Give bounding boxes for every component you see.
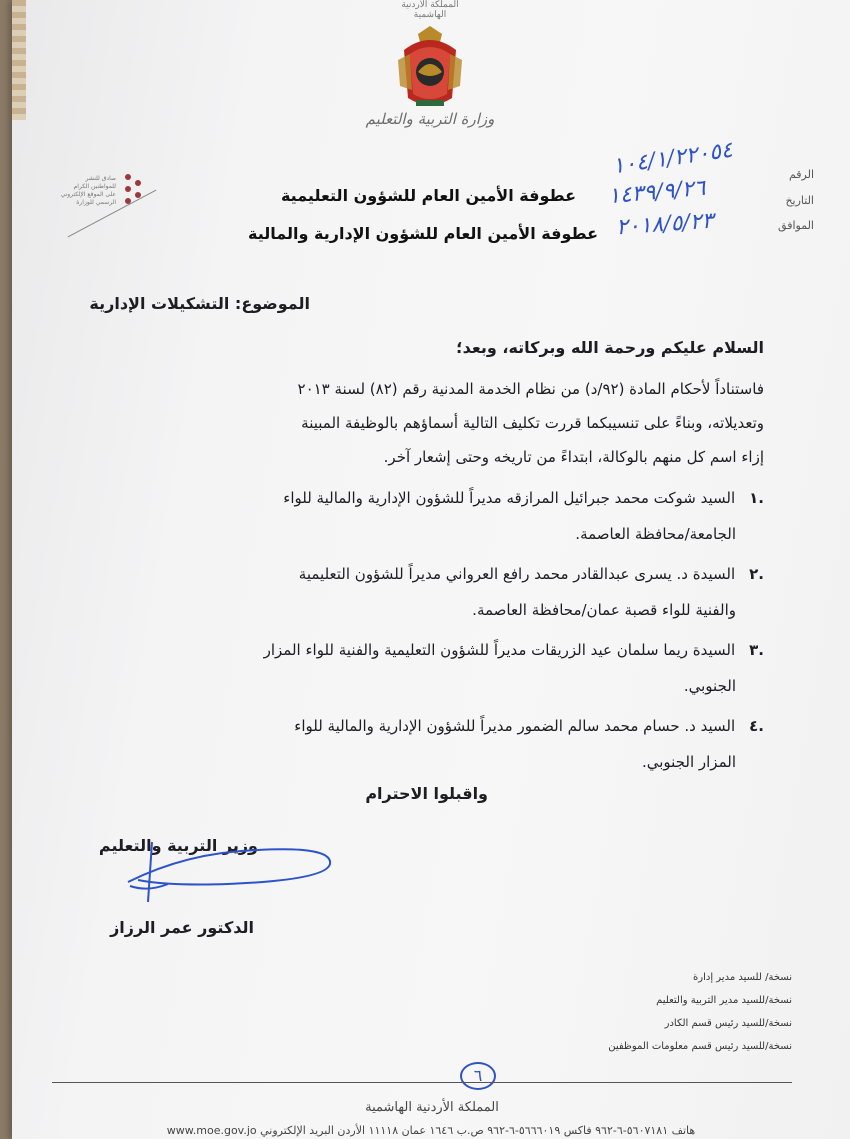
subject-line: الموضوع: التشكيلات الإدارية	[89, 294, 310, 313]
stamp-line: صادق للنشر	[85, 175, 116, 182]
appointments-list	[96, 480, 764, 780]
paper-edge	[12, 0, 26, 120]
ref-number-handwritten: ١٠٤/١/٢٢٠٥٤	[610, 137, 735, 180]
item-text-cont: المزار الجنوبي.	[641, 753, 736, 771]
item-text: السيد شوكت محمد جبرائيل المرازقه مديراً للشؤون الإدارية والمالية للواء	[283, 489, 736, 507]
copy-line: نسخة/ للسيد مدير إدارة	[693, 972, 792, 983]
body-line: فاستناداً لأحكام المادة (٩٢/د) من نظام الخدمة المدنية رقم (٨٢) لسنة ٢٠١٣	[297, 380, 764, 398]
list-item	[96, 632, 764, 704]
closing-phrase: واقبلوا الاحترام	[365, 784, 488, 803]
signatory-name: الدكتور عمر الرزاز	[110, 918, 254, 937]
stamp-line: للمواطنين الكرام	[73, 183, 116, 190]
copy-line: نسخة/للسيد رئيس قسم معلومات الموظفين	[608, 1041, 792, 1052]
body-paragraph	[96, 372, 764, 474]
footer-country: المملكة الأردنية الهاشمية	[365, 1100, 499, 1115]
greeting: السلام عليكم ورحمة الله وبركاته، وبعد؛	[456, 338, 764, 357]
list-item	[96, 556, 764, 628]
ad-date-label: الموافق	[778, 219, 814, 232]
recipient-2: عطوفة الأمين العام للشؤون الإدارية والمالية	[248, 224, 598, 243]
header	[390, 0, 470, 119]
signatory-title: وزير التربية والتعليم	[98, 836, 258, 855]
hijri-date-handwritten: ١٤٣٩/٩/٢٦	[607, 175, 707, 210]
stamp-logo-icon	[116, 169, 156, 209]
copy-line: نسخة/للسيد مدير التربية والتعليم	[656, 995, 792, 1006]
list-item	[96, 480, 764, 552]
gregorian-date-handwritten: ٢٠١٨/٥/٢٣	[615, 208, 715, 241]
letter-page	[12, 0, 850, 1139]
item-number: .٢	[749, 565, 764, 583]
item-number: .١	[749, 489, 764, 507]
emblem-top-text: المملكة الأردنية الهاشمية	[401, 0, 459, 20]
ministry-name: وزارة التربية والتعليم	[365, 110, 495, 128]
item-text: السيدة ريما سلمان عيد الزريقات مديراً للشؤون التعليمية والفنية للواء المزار	[263, 641, 736, 659]
recipient-1: عطوفة الأمين العام للشؤون التعليمية	[280, 186, 576, 205]
list-item	[96, 708, 764, 780]
stamp-line: الرسمي للوزارة	[76, 199, 116, 206]
body-line: إزاء اسم كل منهم بالوكالة، ابتداءً من تاريخه وحتى إشعار آخر.	[383, 448, 764, 466]
ref-label: الرقم	[788, 168, 814, 181]
coat-of-arms-icon	[390, 20, 470, 115]
copies-list	[532, 972, 792, 1052]
copy-line: نسخة/للسيد رئيس قسم الكادر	[664, 1018, 792, 1029]
item-text: السيدة د. يسرى عبدالقادر محمد رافع العرواني مديراً للشؤون التعليمية	[298, 565, 736, 583]
footer-divider	[52, 1082, 792, 1083]
page-number: ٦	[460, 1062, 496, 1090]
footer-contact: www.moe.gov.jo هاتف ٥٦٠٧١٨١-٦-٩٦٢ فاكس ٥٦٦٦٠١٩-٦-٩٦٢ ص.ب ١٦٤٦ عمان ١١١١٨ الأردن البريد الإلكتروني	[166, 1124, 696, 1137]
stamp-line: على الموقع الإلكتروني	[60, 191, 116, 198]
signature-scribble-icon	[108, 822, 348, 912]
item-text-cont: الجنوبي.	[683, 677, 736, 695]
date-label: التاريخ	[785, 194, 814, 207]
item-number: .٣	[749, 641, 764, 659]
publication-stamp	[46, 165, 156, 235]
body-line: وتعديلاته، وبناءً على تنسيبكما قررت تكليف التالية أسماؤهم بالوظيفة المبينة	[301, 414, 764, 432]
item-text-cont: والفنية للواء قصبة عمان/محافظة العاصمة.	[472, 601, 736, 619]
item-text: السيد د. حسام محمد سالم الضمور مديراً للشؤون الإدارية والمالية للواء	[294, 717, 736, 735]
item-text-cont: الجامعة/محافظة العاصمة.	[575, 525, 736, 543]
item-number: .٤	[749, 717, 764, 735]
